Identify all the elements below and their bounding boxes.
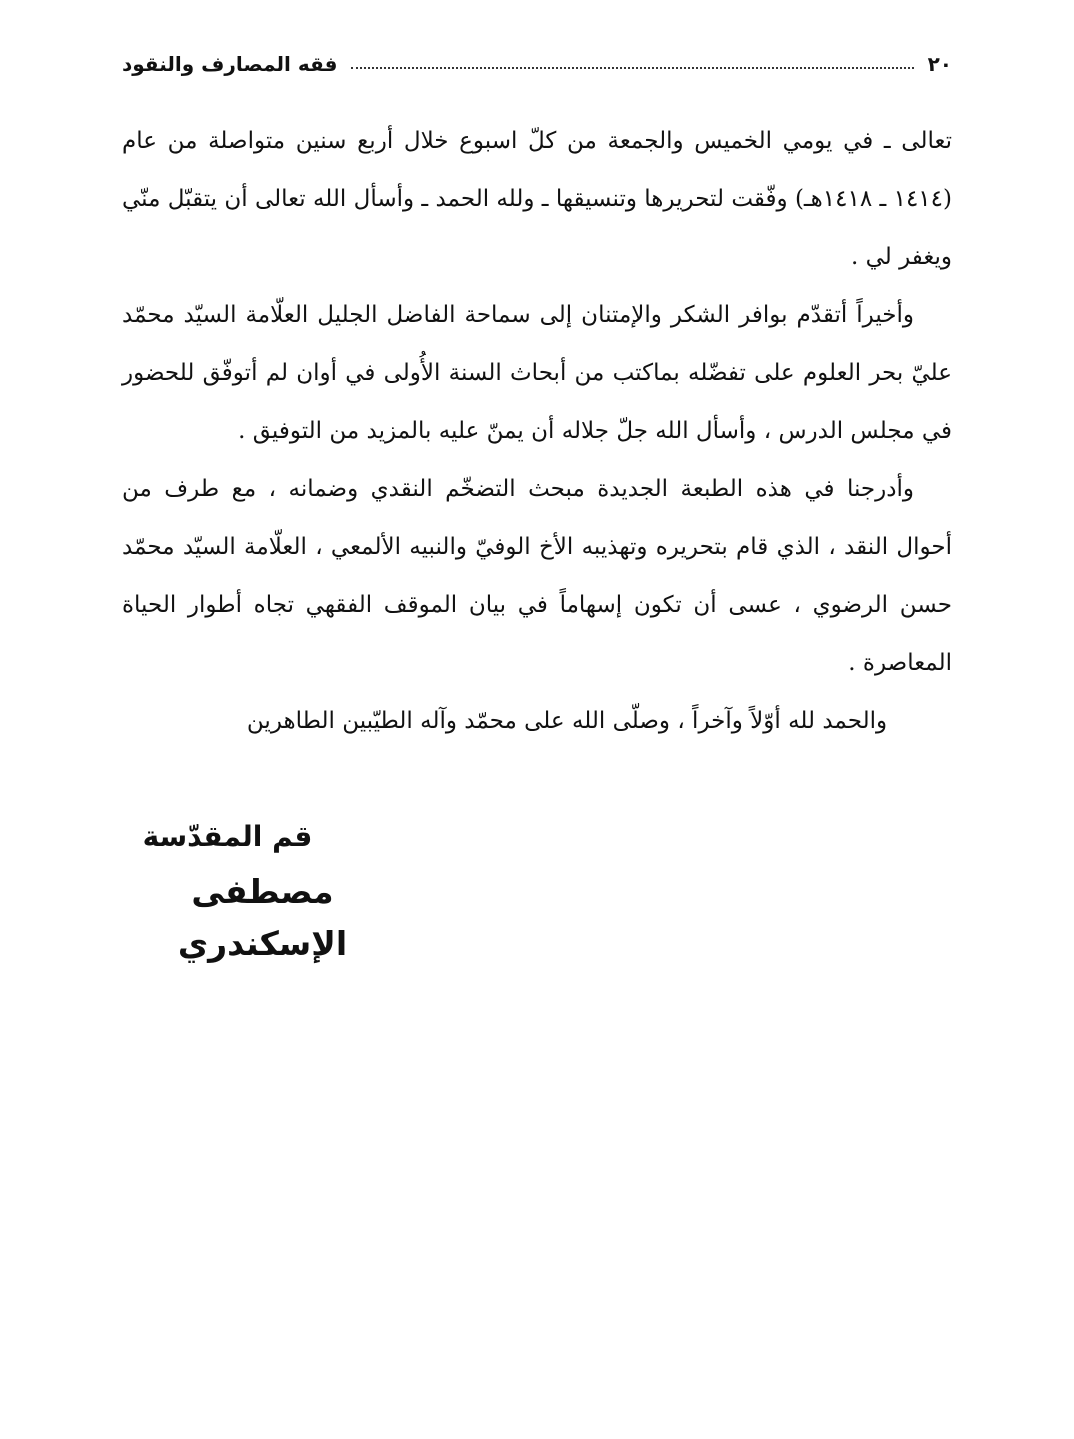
- paragraph-continued: تعالى ـ في يومي الخميس والجمعة من كلّ اسبوع خلال أربع سنين متواصلة من عام (١٤١٤ ـ ١٤١٨هـ) وفّقت لتحريرها وتنسيقها ـ ولله الحمد ـ وأسأل الله تعالى أن يتقبّل منّي ويغفر لي .: [122, 128, 952, 270]
- running-header: [122, 44, 952, 84]
- header-dot-leader: [351, 67, 913, 69]
- page-number: ٢٠: [927, 52, 952, 76]
- paragraph-acknowledgement: وأخيراً أتقدّم بوافر الشكر والإمتنان إلى سماحة الفاضل الجليل العلّامة السيّد محمّد عليّ بحر العلوم على تفضّله بماكتب من أبحاث السنة الأُولى في أوان لم أتوفّق للحضور في مجلس الدرس ، وأسأل الله جلّ جلاله أن يمنّ عليه بالمزيد من التوفيق .: [122, 302, 952, 444]
- signature-place: قم المقدّسة: [142, 820, 313, 853]
- signature-author: مصطفى الإسكندري: [177, 872, 348, 963]
- closing-prayer: والحمد لله أوّلاً وآخراً ، وصلّى الله على محمّد وآله الطيّبين الطاهرين: [246, 708, 888, 734]
- paragraph-new-edition: وأدرجنا في هذه الطبعة الجديدة مبحث التضخّم النقدي وضمانه ، مع طرف من أحوال النقد ، الذي قام بتحريره وتهذيبه الأخ الوفيّ والنبيه الألمعي ، العلّامة السيّد محمّد حسن الرضوي ، عسى أن تكون إسهاماً في بيان الموقف الفقهي تجاه أطوار الحياة المعاصرة .: [122, 476, 952, 676]
- page-body: [122, 112, 952, 750]
- book-title: فقه المصارف والنقود: [122, 52, 338, 76]
